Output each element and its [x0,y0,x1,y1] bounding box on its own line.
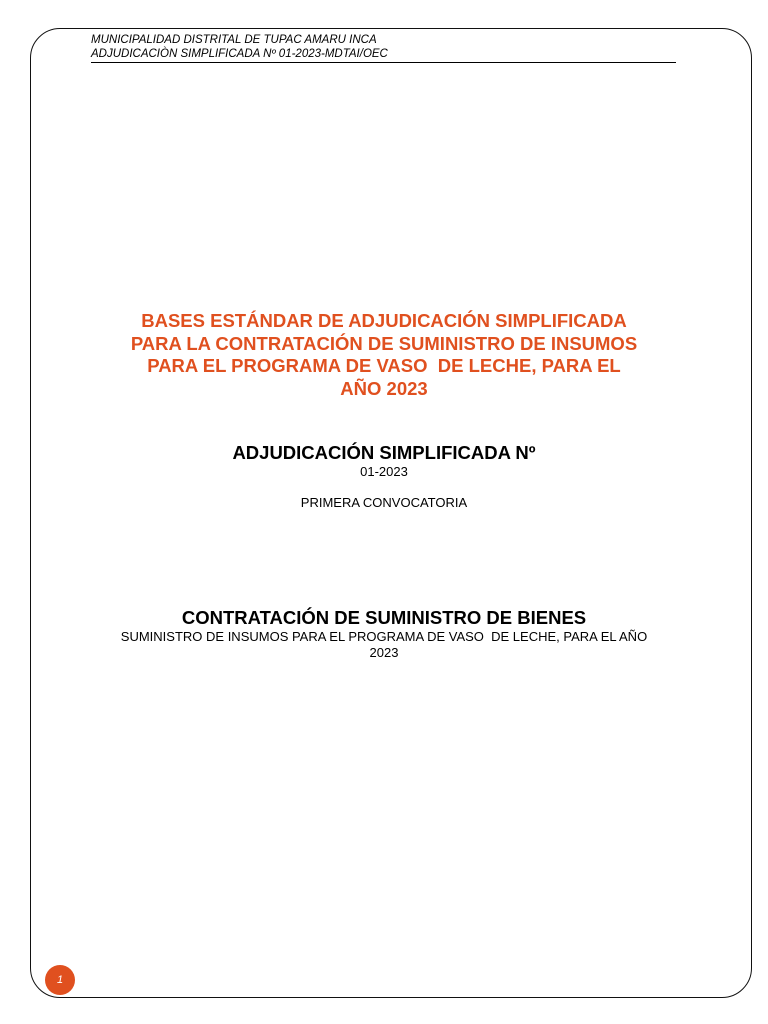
contract-desc-line-2: 2023 [369,645,399,660]
procedure-title: ADJUDICACIÓN SIMPLIFICADA Nº [232,442,536,463]
title-line-2: PARA LA CONTRATACIÓN DE SUMINISTRO DE INSUMOS [130,332,638,354]
contract-title: CONTRATACIÓN DE SUMINISTRO DE BIENES [181,607,587,628]
page-number-badge: 1 [45,965,75,995]
page-border [30,28,752,998]
contract-desc-line-1: SUMINISTRO DE INSUMOS PARA EL PROGRAMA DE VASO DE LECHE, PARA EL AÑO [120,629,648,644]
title-line-1: BASES ESTÁNDAR DE ADJUDICACIÓN SIMPLIFICADA [141,310,627,331]
title-line-4: AÑO 2023 [340,377,428,399]
procedure-number: 01-2023 [360,464,408,479]
convocatoria-label: PRIMERA CONVOCATORIA [300,495,468,510]
contract-description [84,629,684,661]
document-title [84,310,684,400]
header-institution: MUNICIPALIDAD DISTRITAL DE TUPAC AMARU INCA [91,34,377,46]
header-procedure: ADJUDICACIÒN SIMPLIFICADA Nº 01-2023-MDTAI/OEC [91,48,388,60]
title-line-3: PARA EL PROGRAMA DE VASO DE LECHE, PARA EL [147,355,621,376]
page-header [91,33,676,63]
